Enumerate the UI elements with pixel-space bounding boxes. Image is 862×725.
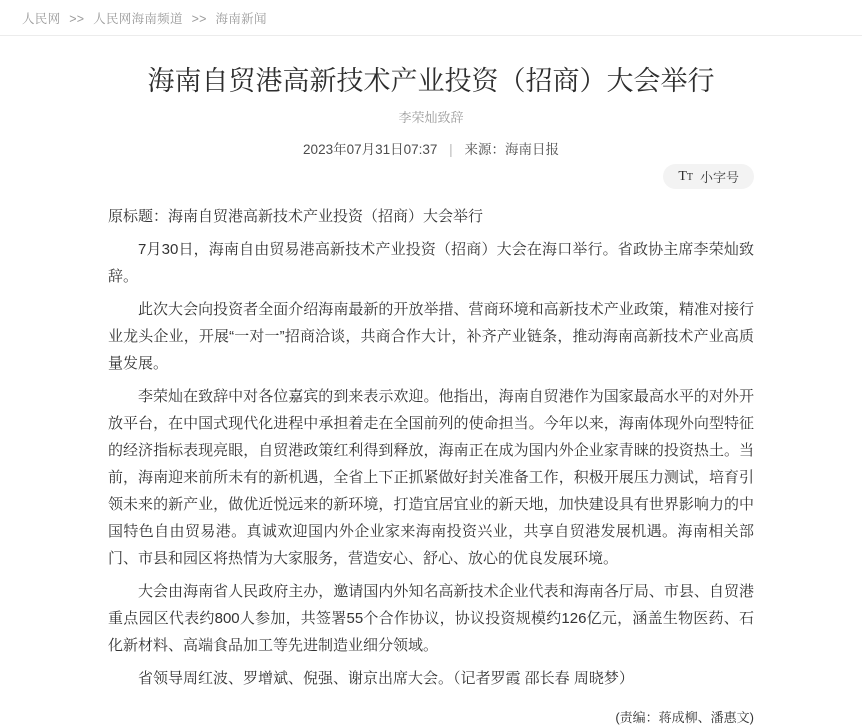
breadcrumb-link-hainan-news[interactable]: 海南新闻 <box>215 12 267 26</box>
breadcrumb-link-hainan-channel[interactable]: 人民网海南频道 <box>93 12 183 26</box>
article-paragraph: 李荣灿在致辞中对各位嘉宾的到来表示欢迎。他指出，海南自贸港作为国家最高水平的对外开放平台，在中国式现代化进程中承担着走在全国前列的使命担当。今年以来，海南体现外向型特征的经济指标表现亮眼，自贸港政策红利得到释放，海南正在成为国内外企业家青睐的投资热土。当前，海南迎来前所未有的新机遇，全省上下正抓紧做好封关准备工作，积极开展压力测试，培育引领未来的新产业，做优近悦远来的新环境，打造宜居宜业的新天地，加快建设具有世界影响力的中国特色自由贸易港。真诚欢迎国内外企业家来海南投资兴业，共享自贸港发展机遇。海南相关部门、市县和园区将热情为大家服务，营造安心、舒心、放心的优良发展环境。 <box>108 388 754 567</box>
article-content <box>108 36 754 725</box>
publish-date: 2023年07月31日07:37 <box>303 142 438 157</box>
breadcrumb <box>0 0 862 35</box>
breadcrumb-link-peoples-net[interactable]: 人民网 <box>22 12 61 26</box>
article-paragraph: 7月30日，海南自由贸易港高新技术产业投资（招商）大会在海口举行。省政协主席李荣灿致辞。 <box>108 241 754 285</box>
dateline <box>108 141 754 159</box>
original-title-line <box>108 203 754 230</box>
original-title-text: 海南自贸港高新技术产业投资（招商）大会举行 <box>168 208 484 225</box>
breadcrumb-separator: >> <box>191 12 207 26</box>
article-body <box>108 203 754 725</box>
editor-note: (责编：蒋成柳、潘惠文) <box>615 710 754 725</box>
article-paragraph: 省领导周红波、罗增斌、倪强、谢京出席大会。（记者罗霞 邵长春 周晓梦） <box>138 670 634 687</box>
original-title-label: 原标题： <box>108 208 169 225</box>
font-size-label: 小字号 <box>699 170 739 185</box>
article-paragraph: 大会由海南省人民政府主办，邀请国内外知名高新技术企业代表和海南各厅局、市县、自贸港重点园区代表约800人参加，共签署55个合作协议，协议投资规模约126亿元，涵盖生物医药、石化新材料、高端食品加工等先进制造业细分领域。 <box>108 583 754 654</box>
dateline-separator: | <box>449 142 453 157</box>
article-paragraph: 此次大会向投资者全面介绍海南最新的开放举措、营商环境和高新技术产业政策，精准对接行业龙头企业，开展“一对一”招商洽谈，共商合作大计，补齐产业链条，推动海南高新技术产业高质量发展。 <box>108 301 754 372</box>
source-label: 来源： <box>464 142 505 157</box>
source-link[interactable]: 海南日报 <box>504 142 559 157</box>
article-title: 海南自贸港高新技术产业投资（招商）大会举行 <box>147 66 715 96</box>
article-toolbar <box>108 164 754 190</box>
font-size-icon: T T <box>678 168 693 184</box>
breadcrumb-separator: >> <box>69 12 85 26</box>
font-size-control[interactable] <box>663 164 754 189</box>
article-subtitle-author: 李荣灿致辞 <box>398 110 464 125</box>
